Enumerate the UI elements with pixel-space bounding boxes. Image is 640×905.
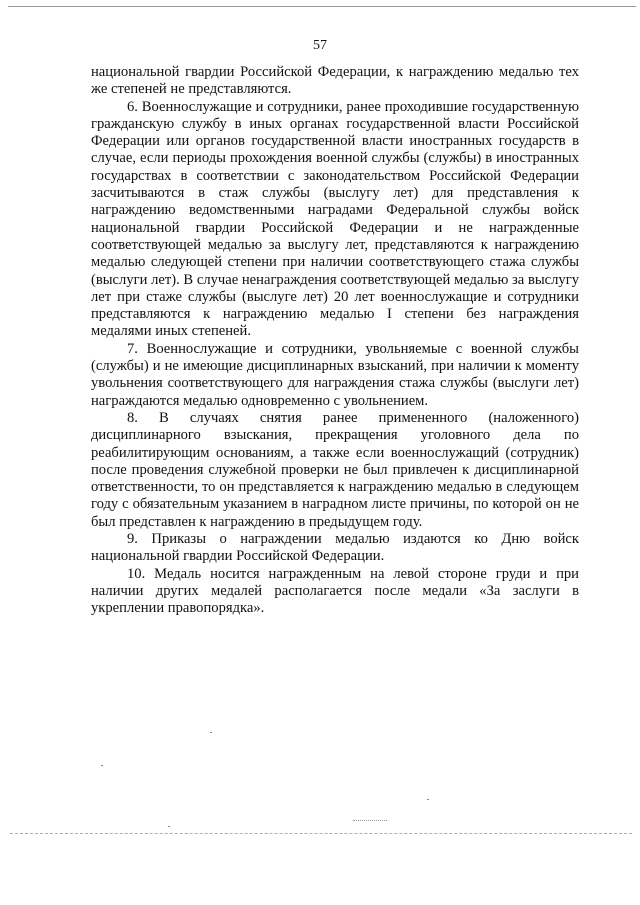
scan-speck [427, 799, 429, 800]
paragraph-continuation: национальной гвардии Российской Федерации, к награждению медалью тех же степеней не представляются. [91, 64, 579, 98]
paragraph-item-8: 8. В случаях снятия ранее примененного (наложенного) дисциплинарного взыскания, прекращения уголовного дела по реабилитирующим основаниям, а также если военнослужащий (сотрудник) после проведения служебной проверки не был привлечен к дисциплинарной ответственности, то он представляется к награждению медалью в следующем году с обязательным указанием в наградном листе причины, по которой он не был представлен к награждению в предыдущем году. [91, 409, 579, 530]
paragraph-item-10: 10. Медаль носится награжденным на левой стороне груди и при наличии других медалей располагается после медали «За заслуги в укреплении правопорядка». [91, 565, 579, 617]
scan-edge-line-bottom [10, 833, 632, 835]
scan-speck [353, 820, 387, 822]
page-number: 57 [313, 38, 327, 53]
scan-speck [101, 765, 103, 766]
scan-edge-line-top [8, 6, 636, 9]
document-body [91, 64, 579, 618]
paragraph-item-7: 7. Военнослужащие и сотрудники, увольняемые с военной службы (службы) и не имеющие дисциплинарных взысканий, при наличии к моменту увольнения соответствующего для награждения стажа службы (выслуги лет) награждаются медалью одновременно с увольнением. [91, 340, 579, 409]
scan-speck [168, 826, 170, 827]
paragraph-item-9: 9. Приказы о награждении медалью издаются ко Дню войск национальной гвардии Российской Федерации. [91, 531, 579, 565]
paragraph-item-6: 6. Военнослужащие и сотрудники, ранее проходившие государственную гражданскую службу в иных органах государственной власти Российской Федерации или органов государственной власти иностранных государств в случае, если периоды прохождения военной службы (службы) в иностранных государствах в соответствии с законодательством Российской Федерации засчитываются в стаж службы (выслугу лет) для представления к награждению ведомственными наградами Федеральной службы войск национальной гвардии Российской Федерации и не награжденные соответствующей медалью за выслугу лет, представляются к награждению медалью следующей степени при наличии соответствующего стажа службы (выслуги лет). В случае ненаграждения соответствующей медалью за выслугу лет при стаже службы (выслуге лет) 20 лет военнослужащие и сотрудники представляются к награждению медалью I степени без награждения медалями иных степеней. [91, 98, 579, 340]
scan-speck [210, 732, 212, 733]
